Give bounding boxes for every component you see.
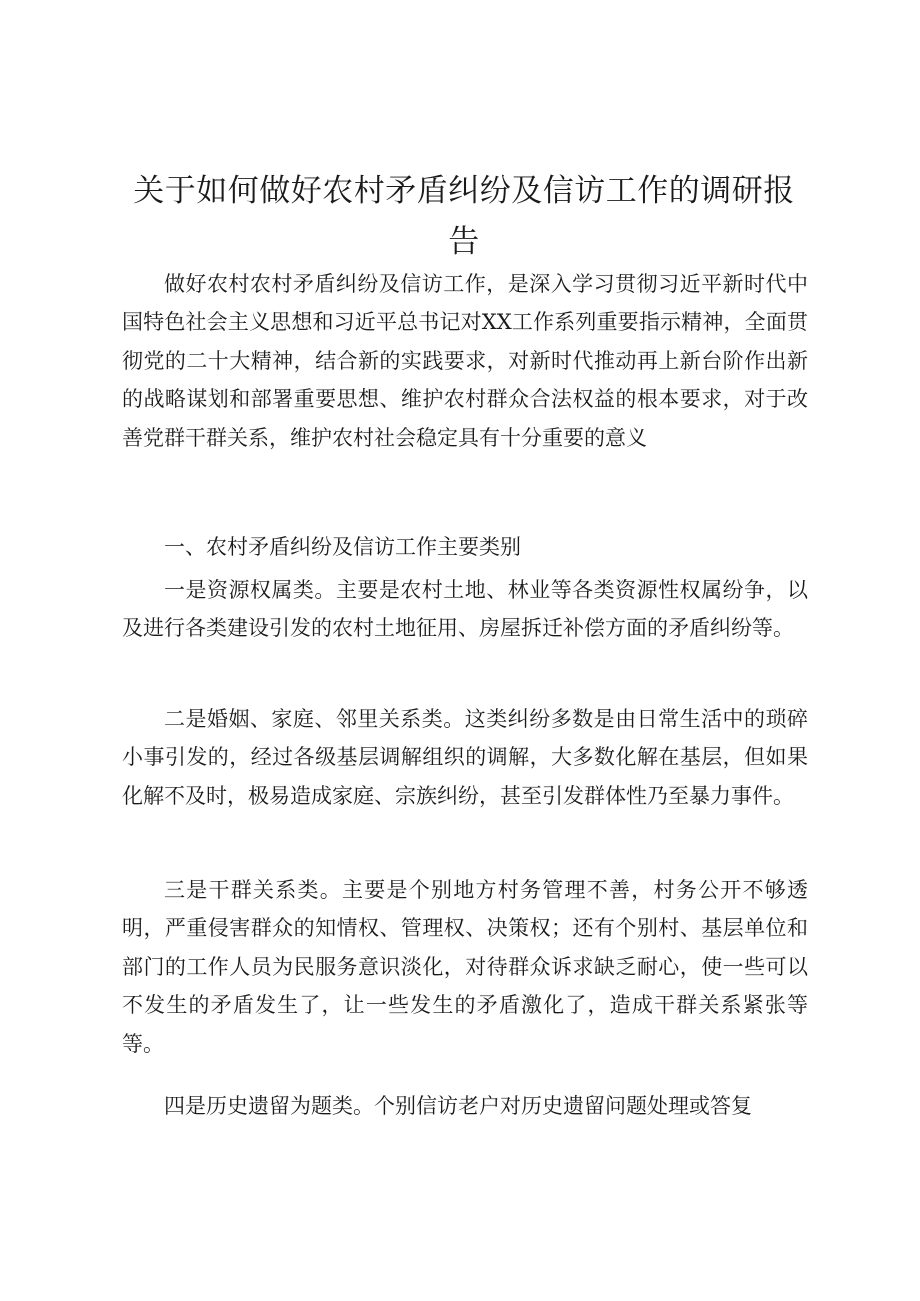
section-heading: 一、农村矛盾纠纷及信访工作主要类别 bbox=[164, 535, 521, 559]
document-title: 关于如何做好农村矛盾纠纷及信访工作的调研报告 bbox=[133, 173, 795, 260]
intro-paragraph: 做好农村农村矛盾纠纷及信访工作，是深入学习贯彻习近平新时代中国特色社会主义思想和习近平总书记对XX工作系列重要指示精神，全面贯彻党的二十大精神，结合新的实践要求，对新时代推动再上新台阶作出新的战略谋划和部署重要思想、维护农村群众合法权益的根本要求，对于改善党群干群关系，维护农村社会稳定具有十分重要的意义 bbox=[122, 272, 808, 450]
paragraph-cadre-mass-relations: 三是干群关系类。主要是个别地方村务管理不善，村务公开不够透明，严重侵害群众的知情权、管理权、决策权；还有个别村、基层单位和部门的工作人员为民服务意识淡化，对待群众诉求缺乏耐心，使一些可以不发生的矛盾发生了，让一些发生的矛盾激化了，造成干群关系紧张等等。 bbox=[122, 878, 808, 1056]
paragraph-marriage-family: 二是婚姻、家庭、邻里关系类。这类纠纷多数是由日常生活中的琐碎小事引发的，经过各级基层调解组织的调解，大多数化解在基层，但如果化解不及时，极易造成家庭、宗族纠纷，甚至引发群体性乃至暴力事件。 bbox=[122, 707, 808, 808]
paragraph-resource-ownership: 一是资源权属类。主要是农村土地、林业等各类资源性权属纷争，以及进行各类建设引发的农村土地征用、房屋拆迁补偿方面的矛盾纠纷等。 bbox=[122, 578, 808, 641]
paragraph-historical-issues: 四是历史遗留为题类。个别信访老户对历史遗留问题处理或答复 bbox=[164, 1094, 752, 1118]
